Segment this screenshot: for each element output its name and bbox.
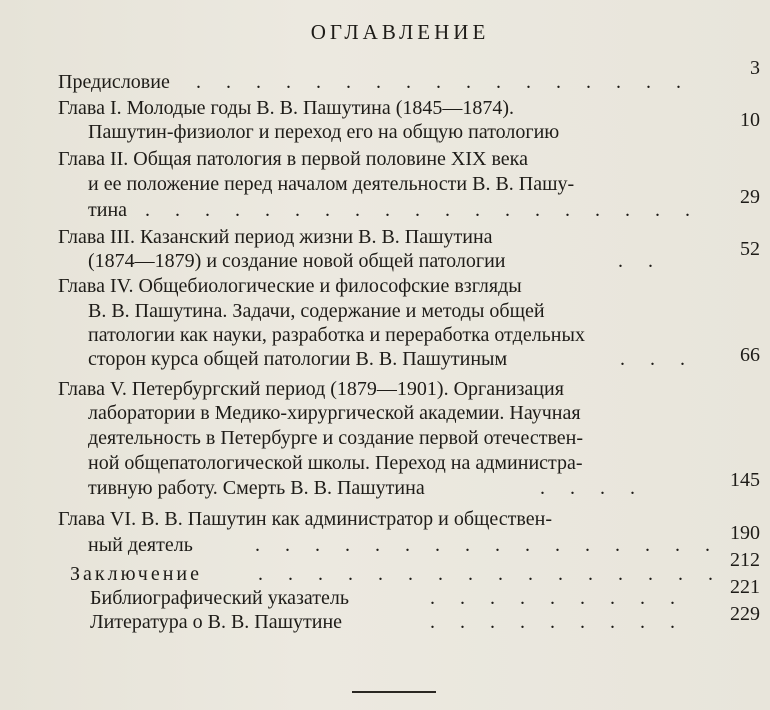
toc-entry-chapter-5-cont: ной общепатологической школы. Переход на администра- [88,452,583,474]
toc-entry-literature: Литература о В. В. Пашутине [90,611,343,633]
toc-entry-chapter-6: Глава VI. В. В. Пашутин как администратор и обществен- [58,508,552,530]
toc-page-number: 10 [740,109,760,131]
toc-entry-chapter-1-cont: Пашутин-физиолог и переход его на общую патологию [88,121,560,143]
toc-entry-chapter-6-cont: ный деятель [88,534,193,556]
toc-entry-chapter-2-cont: тина [88,199,128,221]
toc-entry-preface: Предисловие [58,71,170,93]
toc-entry-chapter-4-cont: патологии как науки, разработка и переработка отдельных [88,324,585,346]
toc-page-number: 66 [740,344,760,366]
toc-entry-chapter-3: Глава III. Казанский период жизни В. В. Пашутина [58,226,493,248]
toc-leader-dots: . . . . . . . . . [430,611,675,633]
toc-leader-dots: . . . . . . . . . [430,587,675,609]
toc-entry-chapter-4-cont: В. В. Пашутина. Задачи, содержание и методы общей [88,300,545,322]
toc-entry-conclusion: Заключение [70,563,202,585]
toc-entry-bibliography: Библиографический указатель [90,587,349,609]
toc-page-number: 212 [730,549,760,571]
toc-entry-chapter-5-cont: деятельность в Петербурге и создание первой отечествен- [88,427,584,449]
toc-leader-dots: . . . . [540,477,635,499]
toc-entry-chapter-1: Глава I. Молодые годы В. В. Пашутина (1845—1874). [58,97,515,119]
toc-leader-dots: . . . [620,348,685,370]
toc-page-number: 52 [740,238,760,260]
toc-entry-chapter-5-cont: тивную работу. Смерть В. В. Пашутина [88,477,425,499]
contents-title: ОГЛАВЛЕНИЕ [310,20,490,44]
toc-page-number: 221 [730,576,760,598]
toc-page-number: 229 [730,603,760,625]
toc-entry-chapter-2-cont: и ее положение перед началом деятельности В. В. Пашу- [88,173,575,195]
toc-entry-chapter-4: Глава IV. Общебиологические и философские взгляды [58,275,522,297]
toc-page-number: 3 [750,57,760,79]
toc-leader-dots: . . [618,250,653,272]
toc-leader-dots: . . . . . . . . . . . . . . . . . . . [145,199,690,221]
toc-entry-chapter-5: Глава V. Петербургский период (1879—1901). Организация [58,378,564,400]
toc-entry-chapter-2: Глава II. Общая патология в первой половине XIX века [58,148,528,170]
toc-leader-dots: . . . . . . . . . . . . . . . . [255,534,710,556]
toc-page-number: 145 [730,469,760,491]
toc-leader-dots: . . . . . . . . . . . . . . . . . [196,71,681,93]
toc-page-number: 29 [740,186,760,208]
toc-leader-dots: . . . . . . . . . . . . . . . . [258,563,713,585]
toc-entry-chapter-5-cont: лаборатории в Медико-хирургической академии. Научная [88,402,581,424]
closing-rule [352,691,436,693]
toc-entry-chapter-3-cont: (1874—1879) и создание новой общей патологии [88,250,506,272]
toc-entry-chapter-4-cont: сторон курса общей патологии В. В. Пашутиным [88,348,508,370]
toc-page-number: 190 [730,522,760,544]
